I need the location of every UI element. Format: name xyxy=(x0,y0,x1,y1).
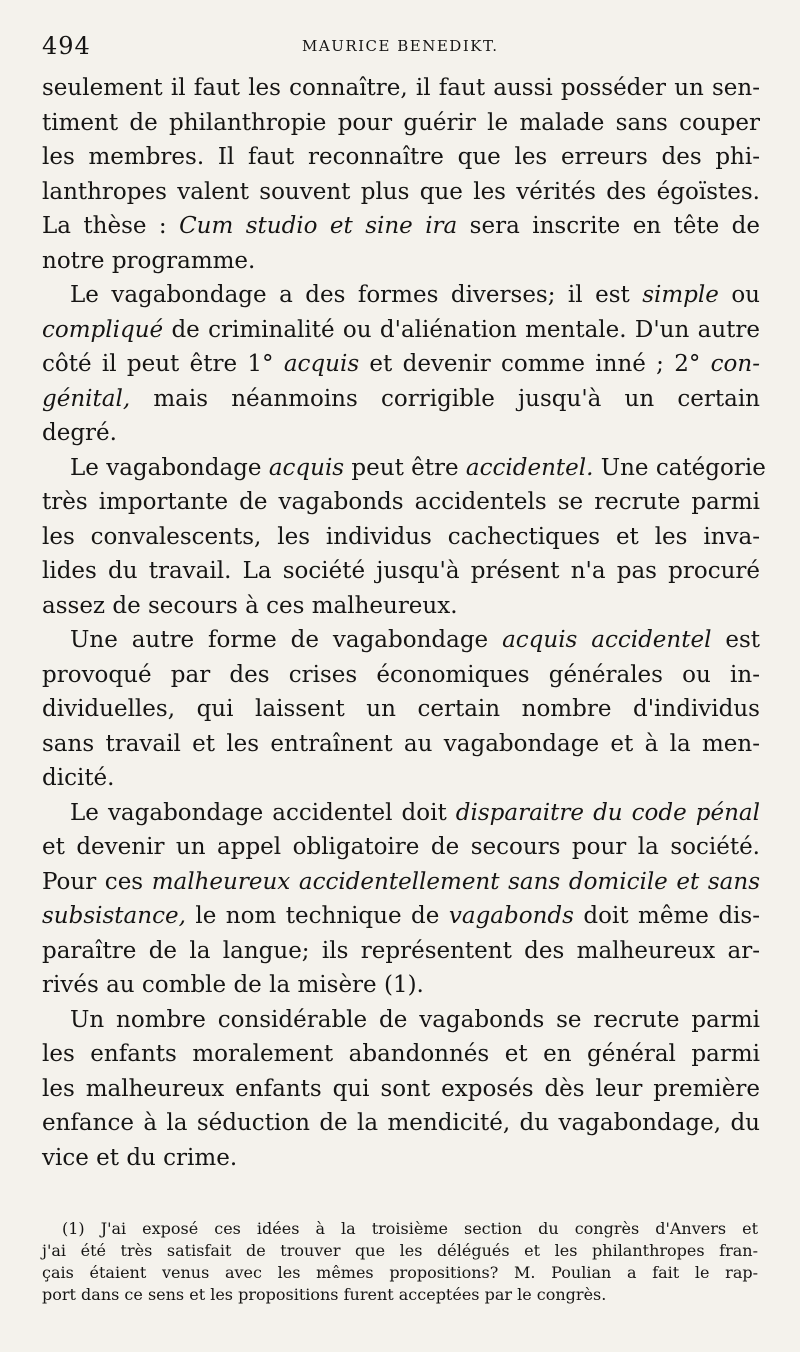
text-line xyxy=(42,589,760,624)
text-line xyxy=(42,899,760,934)
text-run: très importante de vagabonds accidentels se recrute parmi xyxy=(42,489,760,515)
paragraph xyxy=(42,796,760,1003)
paragraph xyxy=(42,71,760,278)
text-run: enfance à la séduction de la mendicité, du vagabondage, du xyxy=(42,1110,760,1136)
italic-text: acquis xyxy=(283,351,360,377)
paragraph xyxy=(42,278,760,451)
italic-text: malheureux accidentellement sans domicile et sans xyxy=(151,868,760,895)
text-line xyxy=(42,175,760,210)
text-run: mais néanmoins corrigible jusqu'à un certain xyxy=(130,385,760,412)
text-run: le nom technique de xyxy=(185,903,449,929)
text-run: Le vagabondage accidentel doit xyxy=(70,799,456,826)
text-line xyxy=(42,934,760,969)
text-run: les enfants moralement abandonnés et en général parmi xyxy=(42,1041,760,1067)
text-run: seulement il faut les connaître, il faut aussi posséder un sen- xyxy=(42,75,760,101)
text-line xyxy=(42,140,760,175)
text-run: Une autre forme de vagabondage xyxy=(70,627,503,653)
text-line xyxy=(42,1072,760,1107)
text-line xyxy=(42,968,760,1003)
text-run: ou xyxy=(718,282,760,308)
text-line xyxy=(42,313,760,348)
text-run: dicité. xyxy=(42,765,115,791)
text-line xyxy=(42,209,760,244)
text-run: provoqué par des crises économiques générales ou in- xyxy=(42,661,760,688)
text-run: Une catégorie xyxy=(593,454,766,481)
text-run: est xyxy=(711,627,760,653)
text-run: notre programme. xyxy=(42,247,256,274)
text-line xyxy=(42,658,760,693)
text-line xyxy=(42,796,760,831)
text-run: les membres. Il faut reconnaître que les erreurs des phi- xyxy=(42,144,760,170)
italic-text: con- xyxy=(710,351,760,377)
italic-text: acquis accidentel xyxy=(502,627,712,653)
text-run: paraître de la langue; ils représentent des malheureux ar- xyxy=(42,937,760,964)
paragraph xyxy=(42,451,766,624)
text-line xyxy=(42,1037,760,1072)
footnote xyxy=(42,1218,758,1306)
text-run: les malheureux enfants qui sont exposés dès leur première xyxy=(42,1075,760,1102)
text-line xyxy=(42,451,766,486)
text-line xyxy=(42,71,760,106)
text-run: les convalescents, les individus cachectiques et les inva- xyxy=(42,523,760,550)
text-run: Pour ces xyxy=(42,868,152,895)
text-run: côté il peut être 1° xyxy=(42,351,284,377)
text-line xyxy=(42,1106,760,1141)
text-run: timent de philanthropie pour guérir le malade sans couper xyxy=(42,109,760,136)
text-run: sans travail et les entraînent au vagabondage et à la men- xyxy=(42,730,760,757)
paragraph xyxy=(42,623,760,796)
footnote-line: j'ai été très satisfait de trouver que les délégués et les philanthropes fran- xyxy=(42,1241,758,1260)
text-run: peut être xyxy=(344,454,466,481)
italic-text: Cum studio et sine ira xyxy=(179,213,458,239)
text-line xyxy=(42,347,760,382)
text-line xyxy=(42,416,760,451)
text-run: lides du travail. La société jusqu'à présent n'a pas procuré xyxy=(42,558,760,584)
italic-text: simple xyxy=(642,282,719,308)
text-run: doit même dis- xyxy=(573,903,760,929)
paragraph xyxy=(42,1003,760,1176)
text-line xyxy=(42,1141,760,1176)
running-head: MAURICE BENEDIKT. xyxy=(302,37,499,55)
italic-text: génital, xyxy=(42,385,131,412)
text-run: et devenir comme inné ; 2° xyxy=(359,351,711,377)
text-run: assez de secours à ces malheureux. xyxy=(42,592,458,619)
italic-text: vagabonds xyxy=(448,903,574,929)
text-line xyxy=(42,244,760,279)
text-run: de criminalité ou d'aliénation mentale. D'un autre xyxy=(163,316,760,343)
footnote-line: port dans ce sens et les propositions furent acceptées par le congrès. xyxy=(42,1285,607,1304)
text-line xyxy=(42,1003,760,1038)
italic-text: subsistance, xyxy=(42,903,186,929)
italic-text: accidentel. xyxy=(465,454,594,481)
text-line xyxy=(42,382,760,417)
footnote-line: (1) J'ai exposé ces idées à la troisième section du congrès d'Anvers et xyxy=(62,1219,758,1238)
text-line xyxy=(42,485,760,520)
text-run: et devenir un appel obligatoire de secours pour la société. xyxy=(42,834,760,860)
text-run: vice et du crime. xyxy=(42,1144,238,1171)
text-line xyxy=(42,278,760,313)
text-run: rivés au comble de la misère (1). xyxy=(42,972,424,998)
text-run: degré. xyxy=(42,420,117,446)
text-line xyxy=(42,692,760,727)
text-run: dividuelles, qui laissent un certain nombre d'individus xyxy=(42,696,760,722)
text-line xyxy=(42,520,760,555)
text-line xyxy=(42,623,760,658)
text-run: lanthropes valent souvent plus que les vérités des égoïstes. xyxy=(42,178,760,205)
text-line xyxy=(42,106,760,141)
text-line xyxy=(42,830,760,865)
text-run: Le vagabondage xyxy=(70,454,269,481)
text-line xyxy=(42,727,760,762)
page-header xyxy=(42,32,758,62)
text-line xyxy=(42,865,760,900)
page-number: 494 xyxy=(42,32,91,60)
text-run: sera inscrite en tête de xyxy=(457,213,761,239)
body-text xyxy=(42,71,766,1175)
italic-text: acquis xyxy=(268,454,345,481)
text-run: Un nombre considérable de vagabonds se recrute parmi xyxy=(70,1006,760,1033)
italic-text: disparaitre du code pénal xyxy=(455,799,761,826)
footnote-line: çais étaient venus avec les mêmes propositions? M. Poulian a fait le rap- xyxy=(42,1263,758,1282)
text-line xyxy=(42,554,760,589)
text-line xyxy=(42,761,760,796)
text-run: La thèse : xyxy=(42,213,180,239)
italic-text: compliqué xyxy=(42,316,164,343)
text-run: Le vagabondage a des formes diverses; il est xyxy=(70,282,643,308)
